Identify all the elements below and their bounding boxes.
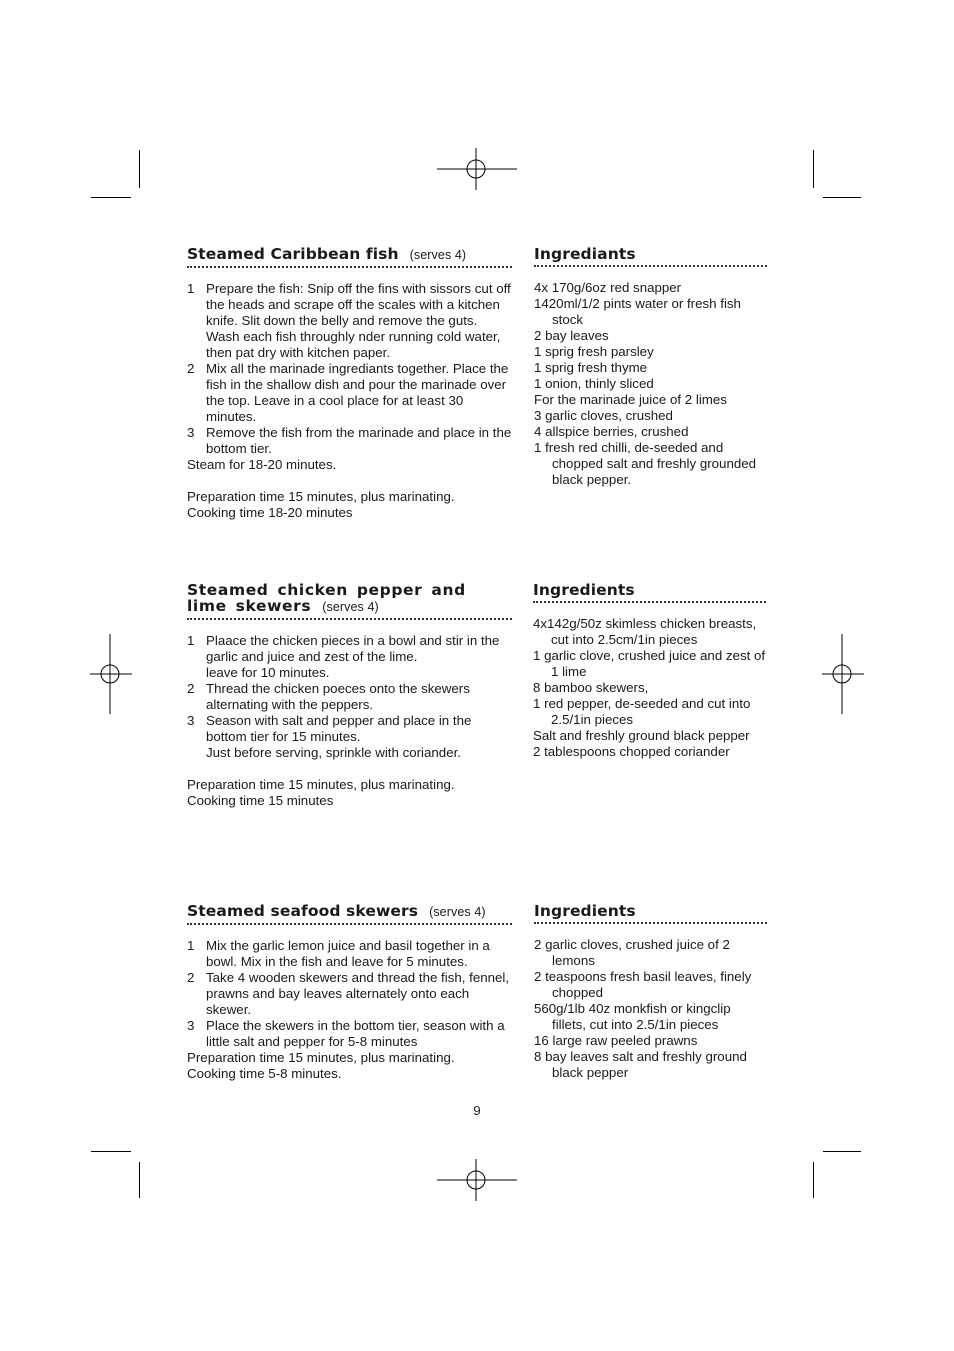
step-text: Mix the garlic lemon juice and basil together in a bowl. Mix in the fish and leave for 5 minutes. bbox=[206, 938, 490, 969]
ingredients-list bbox=[534, 937, 767, 1081]
ingredients-heading: Ingrediants bbox=[534, 246, 767, 267]
method-step bbox=[187, 361, 512, 425]
step-number: 2 bbox=[187, 361, 195, 376]
step-extra-text: leave for 10 minutes. bbox=[206, 665, 330, 680]
recipe-title-text: Steamed chicken pepper and lime skewers bbox=[187, 581, 466, 615]
method-step bbox=[187, 633, 512, 681]
step-text: Season with salt and pepper and place in the bottom tier for 15 minutes. bbox=[206, 713, 472, 744]
method-steps bbox=[187, 938, 512, 1082]
method-step bbox=[187, 281, 512, 361]
method-step bbox=[187, 681, 512, 713]
step-text: Prepare the fish: Snip off the fins with sissors cut off the heads and scrape off the scales with a kitchen knife. Slit down the belly and remove the guts. Wash each fish throughly nder running cold water, then pat dry with kitchen paper. bbox=[206, 281, 511, 360]
crop-mark bbox=[91, 1151, 131, 1152]
ingredient-item: 560g/1lb 40z monkfish or kingclip fillets, cut into 2.5/1in pieces bbox=[534, 1001, 731, 1032]
page-number: 9 bbox=[473, 1103, 481, 1118]
ingredient-item: 2 tablespoons chopped coriander bbox=[533, 744, 730, 759]
method-steps bbox=[187, 281, 512, 521]
registration-mark-icon bbox=[822, 634, 864, 714]
step-text: Plaace the chicken pieces in a bowl and stir in the garlic and juice and zest of the lime. bbox=[206, 633, 500, 664]
ingredients-column bbox=[534, 903, 767, 1081]
step-number: 3 bbox=[187, 1018, 195, 1033]
step-number: 3 bbox=[187, 425, 195, 440]
recipe-title-text: Steamed seafood skewers bbox=[187, 902, 419, 920]
ingredient-item: 1 onion, thinly sliced bbox=[534, 376, 654, 391]
crop-mark bbox=[823, 197, 861, 198]
crop-mark bbox=[813, 1162, 814, 1198]
method-step bbox=[187, 938, 512, 970]
ingredient-item: 1 fresh red chilli, de-seeded and chopped salt and freshly grounded black pepper. bbox=[534, 440, 757, 487]
ingredients-list bbox=[534, 280, 767, 488]
step-number: 1 bbox=[187, 938, 195, 953]
ingredient-item: 4 allspice berries, crushed bbox=[534, 424, 689, 439]
prep-time: Preparation time 15 minutes, plus marinating. bbox=[187, 489, 455, 504]
ingredient-item: For the marinade juice of 2 limes bbox=[534, 392, 727, 407]
ingredient-item: 3 garlic cloves, crushed bbox=[534, 408, 673, 423]
step-number: 1 bbox=[187, 633, 195, 648]
method-column bbox=[187, 903, 512, 1082]
crop-mark bbox=[823, 1151, 861, 1152]
cook-time: Cooking time 18-20 minutes bbox=[187, 505, 353, 520]
step-number: 3 bbox=[187, 713, 195, 728]
method-step bbox=[187, 713, 512, 761]
ingredients-heading: Ingredients bbox=[534, 903, 767, 924]
step-extra-text: Just before serving, sprinkle with coriander. bbox=[206, 745, 461, 760]
ingredients-list bbox=[533, 616, 766, 760]
recipe-title bbox=[187, 903, 512, 925]
step-text: Mix all the marinade ingrediants together. Place the fish in the shallow dish and pour the marinade over the top. Leave in a cool place for at least 30 minutes. bbox=[206, 361, 509, 424]
ingredient-item: 1 red pepper, de-seeded and cut into 2.5/1in pieces bbox=[533, 696, 751, 727]
ingredient-item: 2 garlic cloves, crushed juice of 2 lemons bbox=[534, 937, 730, 968]
crop-mark bbox=[91, 197, 131, 198]
step-text: Place the skewers in the bottom tier, season with a little salt and pepper for 5-8 minutes bbox=[206, 1018, 505, 1049]
ingredient-item: 2 teaspoons fresh basil leaves, finely chopped bbox=[534, 969, 752, 1000]
ingredient-item: 8 bamboo skewers, bbox=[533, 680, 649, 695]
ingredient-item: Salt and freshly ground black pepper bbox=[533, 728, 750, 743]
ingredient-item: 16 large raw peeled prawns bbox=[534, 1033, 698, 1048]
serves-note: (serves 4) bbox=[429, 905, 486, 919]
recipe-title bbox=[187, 582, 512, 620]
ingredient-item: 4x 170g/6oz red snapper bbox=[534, 280, 682, 295]
ingredients-column bbox=[534, 246, 767, 488]
step-text: Take 4 wooden skewers and thread the fish, fennel, prawns and bay leaves alternately onto each skewer. bbox=[206, 970, 510, 1017]
method-step bbox=[187, 1018, 512, 1050]
method-steps bbox=[187, 633, 512, 809]
prep-time: Preparation time 15 minutes, plus marinating. bbox=[187, 777, 455, 792]
ingredient-item: 4x142g/50z skimless chicken breasts, cut into 2.5cm/1in pieces bbox=[533, 616, 757, 647]
step-number: 1 bbox=[187, 281, 195, 296]
prep-time: Preparation time 15 minutes, plus marinating. bbox=[187, 1050, 455, 1065]
registration-mark-icon bbox=[90, 634, 132, 714]
method-step bbox=[187, 970, 512, 1018]
crop-mark bbox=[139, 150, 140, 188]
steam-note: Steam for 18-20 minutes. bbox=[187, 457, 337, 472]
step-number: 2 bbox=[187, 681, 195, 696]
method-step bbox=[187, 425, 512, 457]
recipe-title bbox=[187, 246, 512, 268]
ingredient-item: 2 bay leaves bbox=[534, 328, 609, 343]
recipe-title-text: Steamed Caribbean fish bbox=[187, 245, 399, 263]
crop-mark bbox=[139, 1162, 140, 1198]
method-column bbox=[187, 582, 512, 809]
cook-time: Cooking time 15 minutes bbox=[187, 793, 334, 808]
ingredients-heading: Ingredients bbox=[533, 582, 766, 603]
registration-mark-icon bbox=[437, 130, 517, 210]
crop-mark bbox=[813, 150, 814, 188]
serves-note: (serves 4) bbox=[409, 248, 467, 262]
step-text: Thread the chicken poeces onto the skewers alternating with the peppers. bbox=[206, 681, 470, 712]
ingredient-item: 1 sprig fresh thyme bbox=[534, 360, 648, 375]
registration-mark-icon bbox=[437, 1141, 517, 1221]
cook-time: Cooking time 5-8 minutes. bbox=[187, 1066, 342, 1081]
step-text: Remove the fish from the marinade and place in the bottom tier. bbox=[206, 425, 512, 456]
ingredients-column bbox=[533, 582, 766, 760]
method-column bbox=[187, 246, 512, 521]
ingredient-item: 8 bay leaves salt and freshly ground black pepper bbox=[534, 1049, 747, 1080]
ingredient-item: 1420ml/1/2 pints water or fresh fish stock bbox=[534, 296, 741, 327]
step-number: 2 bbox=[187, 970, 195, 985]
ingredient-item: 1 garlic clove, crushed juice and zest of 1 lime bbox=[533, 648, 766, 679]
serves-note: (serves 4) bbox=[322, 600, 379, 614]
ingredient-item: 1 sprig fresh parsley bbox=[534, 344, 654, 359]
